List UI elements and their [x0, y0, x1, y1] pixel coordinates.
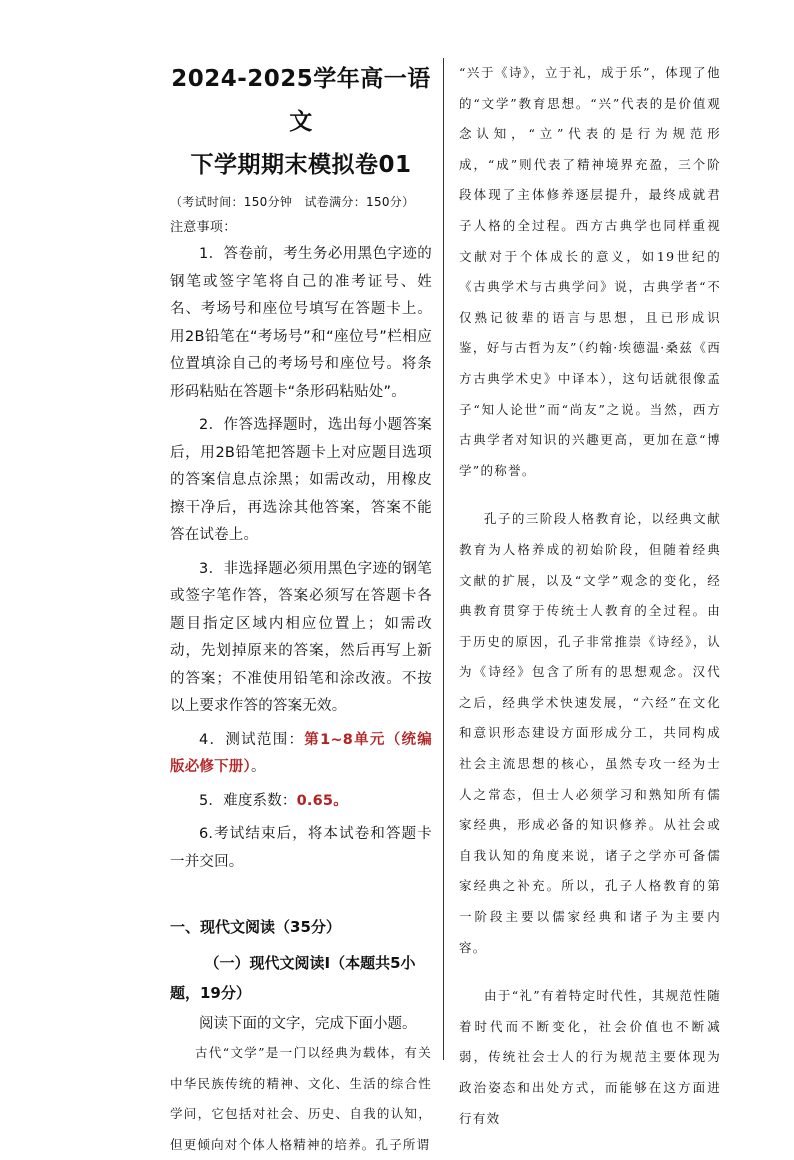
section-title: 一、现代文阅读（35分） [170, 918, 341, 936]
note-item-1: 1．答卷前，考生务必用黑色字迹的钢笔或签字笔将自己的准考证号、姓名、考场号和座位号填写在答题卡上。用2B铅笔在“考场号”和“座位号”栏相应位置填涂自己的考场号和座位号。将条形码粘贴在答题卡“条形码粘贴处”。 [170, 246, 432, 400]
passage-paragraph-1: 古代“文学”是一门以经典为载体，有关中华民族传统的精神、文化、生活的综合性学问，它包括对社会、历史、自我的认知，但更倾向对个体人格精神的培养。孔子所谓 [170, 1045, 432, 1152]
note-item-5 [170, 788, 432, 816]
difficulty-value: 0.65。 [296, 792, 348, 809]
note-item-6: 6.考试结束后，将本试卷和答题卡一并交回。 [170, 826, 432, 870]
section-subtitle: （一）现代文阅读Ⅰ（本题共5小题，19分） [170, 954, 416, 1002]
note-item-3: 3．非选择题必须用黑色字迹的钢笔或签字笔作答，答案必须写在答题卡各题目指定区域内相应位置上；如需改动，先划掉原来的答案，然后再写上新的答案；不准使用铅笔和涂改液。不按以上要求作答的答案无效。 [170, 560, 432, 714]
column-divider [443, 58, 444, 1060]
note-item-4 [170, 727, 432, 782]
title-line-2: 下学期期末模拟卷01 [190, 152, 412, 178]
right-column [459, 58, 721, 1134]
note-item-2: 2．作答选择题时，选出每小题答案后，用2B铅笔把答题卡上对应题目选项的答案信息点涂黑；如需改动，用橡皮擦干净后，再选涂其他答案，答案不能答在试卷上。 [170, 417, 432, 543]
passage-paragraph-2: 孔子的三阶段人格教育论，以经典文献教育为人格养成的初始阶段，但随着经典文献的扩展，以及“文学”观念的变化，经典教育贯穿于传统士人教育的全过程。由于历史的原因，孔子非常推崇《诗经》，认为《诗经》包含了所有的思想观念。汉代之后，经典学术快速发展，“六经”在文化和意识形态建设方面形成分工，共同构成社会主流思想的核心，虽然专攻一经为士人之常态，但士人必须学习和熟知所有儒家经典，形成必备的知识修养。从社会或自我认知的角度来说，诸子之学亦可备儒家经典之补充。所以，孔子人格教育的第一阶段主要以儒家经典和诸子为主要内容。 [459, 511, 721, 955]
exam-info: （考试时间：150分钟 试卷满分：150分） [170, 195, 415, 209]
page-title [170, 58, 432, 187]
note-item-5-prefix: 5．难度系数： [199, 792, 297, 809]
left-column [170, 58, 432, 1160]
note-item-4-suffix: 。 [250, 759, 266, 775]
note-item-4-prefix: 4．测试范围： [199, 731, 305, 748]
title-line-1: 2024-2025学年高一语文 [171, 66, 431, 135]
passage-paragraph-3: 由于“礼”有着特定时代性，其规范性随着时代而不断变化，社会价值也不断减弱，传统社会士人的行为规范主要体现为政治姿态和出处方式，而能够在这方面进行有效 [459, 988, 721, 1126]
reading-instruction: 阅读下面的文字，完成下面小题。 [199, 1016, 417, 1032]
passage-paragraph-1-cont: “兴于《诗》，立于礼，成于乐”，体现了他的“文学”教育思想。“兴”代表的是价值观念认知，“立”代表的是行为规范形成，“成”则代表了精神境界充盈，三个阶段体现了主体修养逐层提升，最终成就君子人格的全过程。西方古典学也同样重视文献对于个体成长的意义，如19世纪的《古典学术与古典学问》说，古典学者“不仅熟记彼辈的语言与思想，且已形成识鉴，好与古哲为友”（约翰·埃德温·桑兹《西方古典学术史》中译本），这句话就很像孟子“知人论世”而“尚友”之说。当然，西方古典学者对知识的兴趣更高，更加在意“博学”的称誉。 [459, 65, 721, 478]
notes-heading: 注意事项： [170, 220, 237, 235]
test-scope: 第1~8单元（统编版必修下册） [170, 731, 432, 775]
